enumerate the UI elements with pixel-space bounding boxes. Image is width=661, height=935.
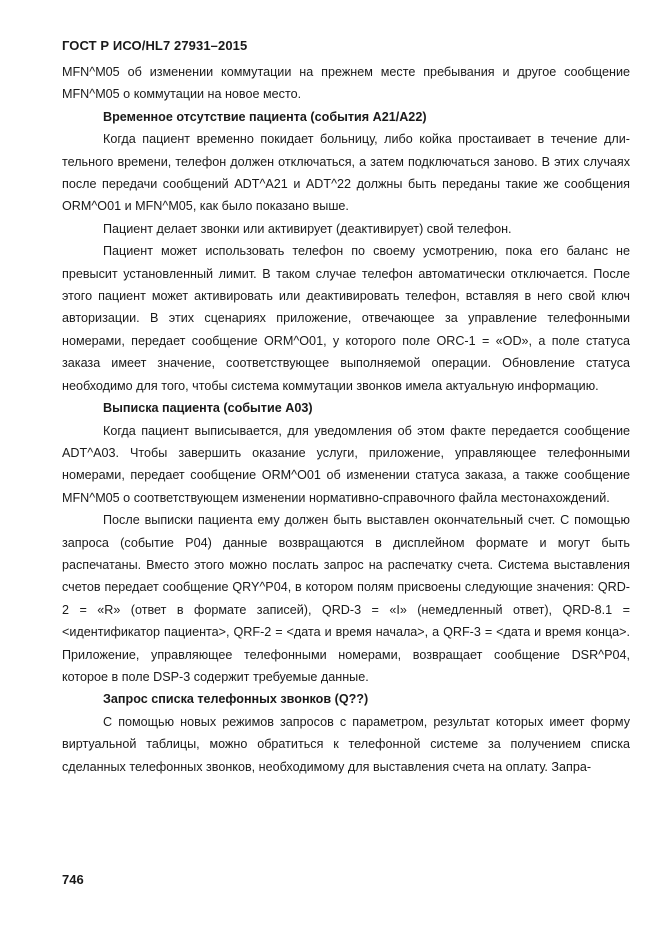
section-heading: Временное отсутствие пациента (события A21/A22) (103, 109, 427, 124)
document-header: ГОСТ Р ИСО/HL7 27931–2015 (62, 38, 248, 53)
paragraph: Пациент может использовать телефон по своему усмотрению, пока его баланс не превысит установленный лимит. В таком случае телефон автоматически отключается. После этого пациент может активировать или деактивировать телефон, вставляя в него свой ключ авторизации. В этих сценариях приложение, отвечающее за управление телефонными номерами, передает сообщение ORM^O01, у которого поле ORC-1 = «OD», а поле статуса заказа имеет значение, соответствующее выполняемой операции. Обновление статуса необходимо для того, чтобы система коммутации звонков имела актуальную информацию. (62, 244, 630, 393)
paragraph: Когда пациент временно покидает больницу, либо койка простаивает в течение длительного времени, телефон должен отключаться, а затем подключаться заново. В этих случаях после передачи сообщений ADT^A21 и ADT^22 должны быть переданы такие же сообщения ORM^O01 и MFN^M05, как было показано выше. (62, 132, 630, 214)
paragraph: После выписки пациента ему должен быть выставлен окончательный счет. С помощью запроса (событие P04) данные возвращаются в дисплейном формате и могут быть распечатаны. Вместо этого можно послать запрос на распечатку счета. Система выставления счетов передает сообщение QRY^P04, в котором полям присвоены следующие значения: QRD-2 = «R» (ответ в формате записей), QRD-3 = «I» (немедленный ответ), QRD-8.1 = <идентификатор пациента>, QRF-2 = <дата и время начала>, а QRF-3 = <дата и время конца>. Приложение, управляющее телефонными номерами, возвращает сообщение DSR^P04, которое в поле DSP-3 содержит требуемые данные. (62, 513, 630, 684)
paragraph: Пациент делает звонки или активирует (деактивирует) свой телефон. (103, 221, 512, 236)
page-number: 746 (62, 872, 84, 887)
document-body (62, 61, 630, 778)
paragraph: С помощью новых режимов запросов с параметром, результат которых имеет форму виртуальной таблицы, можно обратиться к телефонной системе за получением списка сделанных телефонных звонков, необходимому для выставления счета на оплату. Запра- (62, 714, 630, 774)
paragraph: Когда пациент выписывается, для уведомления об этом факте передается сообщение ADT^A03. Чтобы завершить оказание услуги, приложение, управляющее телефонными номерами, передает сообщение ORM^O01 об изменении статуса заказа, а также сообщение MFN^M05 о соответствующем изменении нормативно-справочного файла местонахождений. (62, 423, 630, 505)
section-heading: Запрос списка телефонных звонков (Q??) (103, 692, 369, 707)
paragraph: MFN^M05 об изменении коммутации на прежнем месте пребывания и другое сообщение MFN^M05 о коммутации на новое место. (62, 65, 630, 102)
section-heading: Выписка пациента (событие A03) (103, 401, 313, 416)
